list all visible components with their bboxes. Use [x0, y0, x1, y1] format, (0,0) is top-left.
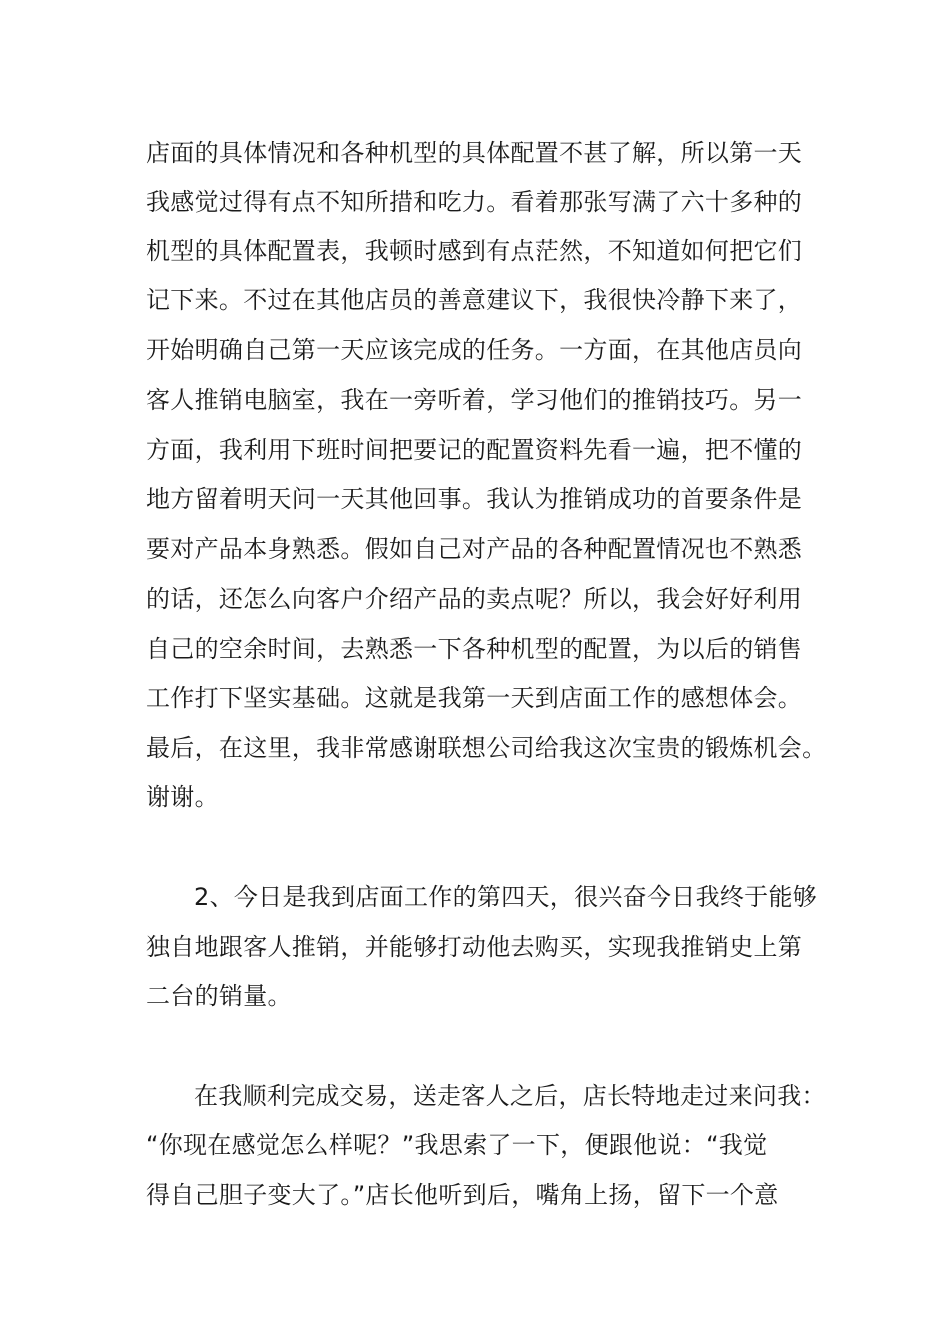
paragraph-1-line-11: 自己的空余时间，去熟悉一下各种机型的配置，为以后的销售 [146, 635, 803, 663]
paragraph-1-line-5: 开始明确自己第一天应该完成的任务。一方面，在其他店员向 [146, 336, 803, 364]
paragraph-2-line-2: 独自地跟客人推销，并能够打动他去购买，实现我推销史上第 [146, 933, 803, 961]
paragraph-1-line-13: 最后，在这里，我非常感谢联想公司给我这次宝贵的锻炼机会。 [146, 734, 827, 762]
paragraph-3-line-3: 得自己胆子变大了。”店长他听到后，嘴角上扬，留下一个意 [146, 1181, 779, 1209]
paragraph-1-line-3: 机型的具体配置表，我顿时感到有点茫然，不知道如何把它们 [146, 237, 803, 265]
paragraph-1-line-7: 方面，我利用下班时间把要记的配置资料先看一遍，把不懂的 [146, 436, 803, 464]
paragraph-3-line-1: 在我顺利完成交易，送走客人之后，店长特地走过来问我： [194, 1082, 826, 1110]
paragraph-1-line-6: 客人推销电脑室，我在一旁听着，学习他们的推销技巧。另一 [146, 386, 803, 414]
paragraph-1-line-8: 地方留着明天问一天其他回事。我认为推销成功的首要条件是 [146, 485, 803, 513]
paragraph-1-line-12: 工作打下坚实基础。这就是我第一天到店面工作的感想体会。 [146, 684, 803, 712]
paragraph-1-line-2: 我感觉过得有点不知所措和吃力。看着那张写满了六十多种的 [146, 188, 803, 216]
paragraph-1-line-14: 谢谢。 [146, 783, 219, 811]
paragraph-1-line-4: 记下来。不过在其他店员的善意建议下，我很快冷静下来了， [146, 286, 803, 314]
paragraph-2-line-1: 2、今日是我到店面工作的第四天，很兴奋今日我终于能够 [194, 883, 818, 911]
paragraph-3-line-2: “你现在感觉怎么样呢？”我思索了一下，便跟他说：“我觉 [146, 1131, 768, 1159]
paragraph-1-line-1: 店面的具体情况和各种机型的具体配置不甚了解，所以第一天 [146, 139, 803, 167]
paragraph-1-line-10: 的话，还怎么向客户介绍产品的卖点呢？所以，我会好好利用 [146, 585, 803, 613]
paragraph-1-line-9: 要对产品本身熟悉。假如自己对产品的各种配置情况也不熟悉 [146, 535, 803, 563]
paragraph-2-line-3: 二台的销量。 [146, 982, 292, 1010]
